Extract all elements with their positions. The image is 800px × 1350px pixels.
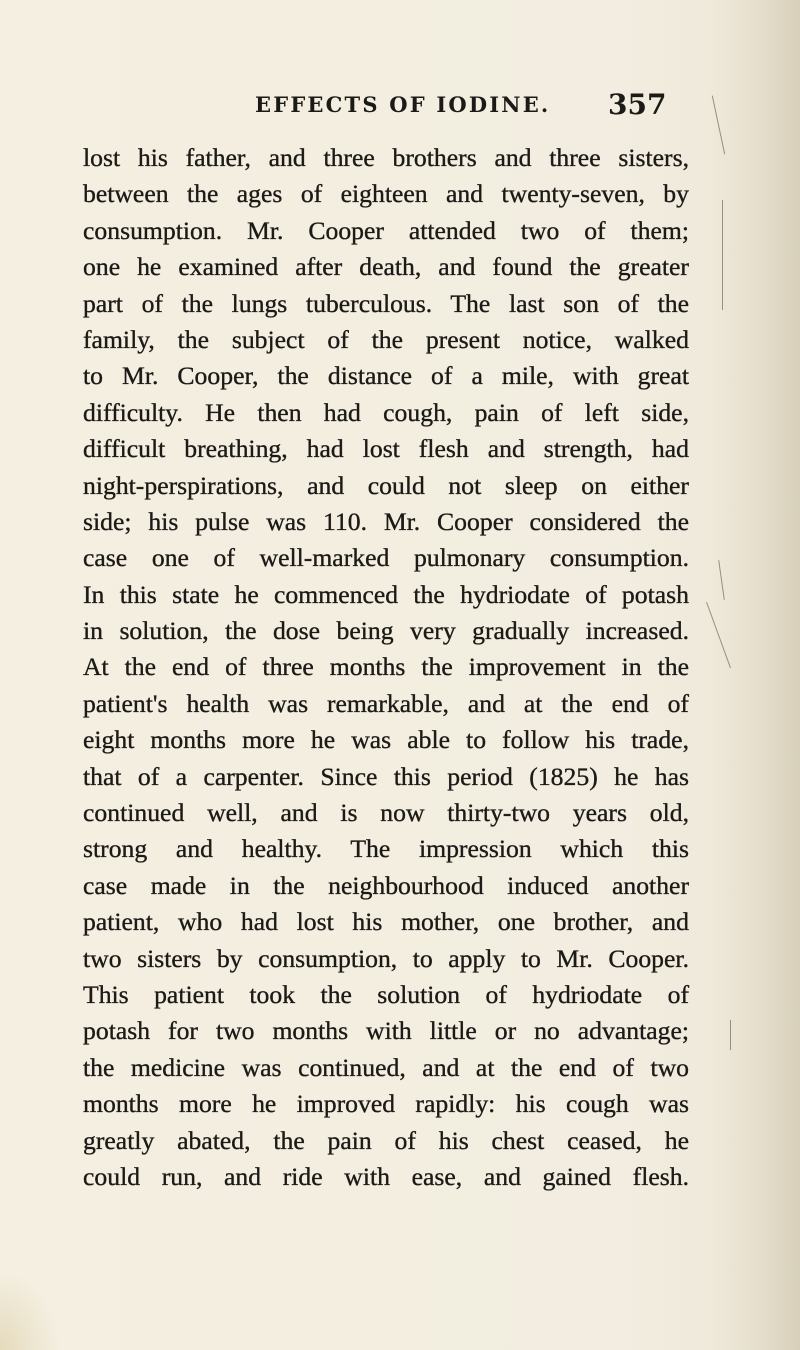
text-line: difficult breathing, had lost flesh and strength, had	[83, 434, 689, 464]
page-header	[0, 88, 800, 128]
text-line: to Mr. Cooper, the distance of a mile, with great	[83, 361, 689, 391]
page-edge-mark	[722, 200, 723, 310]
text-line: lost his father, and three brothers and three sisters,	[83, 143, 689, 172]
text-line: This patient took the solution of hydriodate of	[83, 979, 689, 1009]
text-line: consumption. Mr. Cooper attended two of them;	[83, 215, 689, 245]
text-line: patient, who had lost his mother, one brother, and	[83, 907, 689, 937]
text-line: At the end of three months the improvement in the	[83, 652, 689, 682]
body-text	[83, 140, 689, 1195]
page-number: 357	[608, 88, 667, 121]
text-line: greatly abated, the pain of his chest ceased, he	[83, 1125, 689, 1155]
text-line: two sisters by consumption, to apply to Mr. Cooper.	[83, 943, 689, 973]
text-line: that of a carpenter. Since this period (1825) he has	[83, 761, 689, 791]
text-line: one he examined after death, and found the greater	[83, 252, 689, 282]
text-line: potash for two months with little or no advantage;	[83, 1016, 689, 1046]
text-line: case made in the neighbourhood induced another	[83, 870, 689, 900]
text-line: between the ages of eighteen and twenty-seven, by	[83, 179, 689, 209]
text-line: could run, and ride with ease, and gained flesh.	[83, 1161, 689, 1191]
page-edge-shadow	[710, 0, 800, 1350]
text-line: months more he improved rapidly: his cough was	[83, 1089, 689, 1119]
text-line: patient's health was remarkable, and at the end of	[83, 688, 689, 718]
text-line: difficulty. He then had cough, pain of left side,	[83, 397, 689, 427]
text-line: side; his pulse was 110. Mr. Cooper considered the	[83, 506, 689, 536]
page-edge-mark	[730, 1020, 731, 1050]
paper-stain	[0, 1270, 60, 1350]
text-line: family, the subject of the present notice, walked	[83, 324, 689, 354]
text-line: eight months more he was able to follow his trade,	[83, 725, 689, 755]
text-line: continued well, and is now thirty-two years old,	[83, 798, 689, 828]
text-line: In this state he commenced the hydriodate of potash	[83, 579, 689, 609]
text-line: part of the lungs tuberculous. The last son of the	[83, 288, 689, 318]
text-line: in solution, the dose being very gradually increased.	[83, 616, 689, 646]
running-title: EFFECTS OF IODINE.	[255, 92, 551, 117]
text-line: strong and healthy. The impression which this	[83, 834, 689, 864]
text-line: night-perspirations, and could not sleep on either	[83, 470, 689, 500]
text-line: the medicine was continued, and at the end of two	[83, 1052, 689, 1082]
text-line: case one of well-marked pulmonary consumption.	[83, 543, 689, 573]
